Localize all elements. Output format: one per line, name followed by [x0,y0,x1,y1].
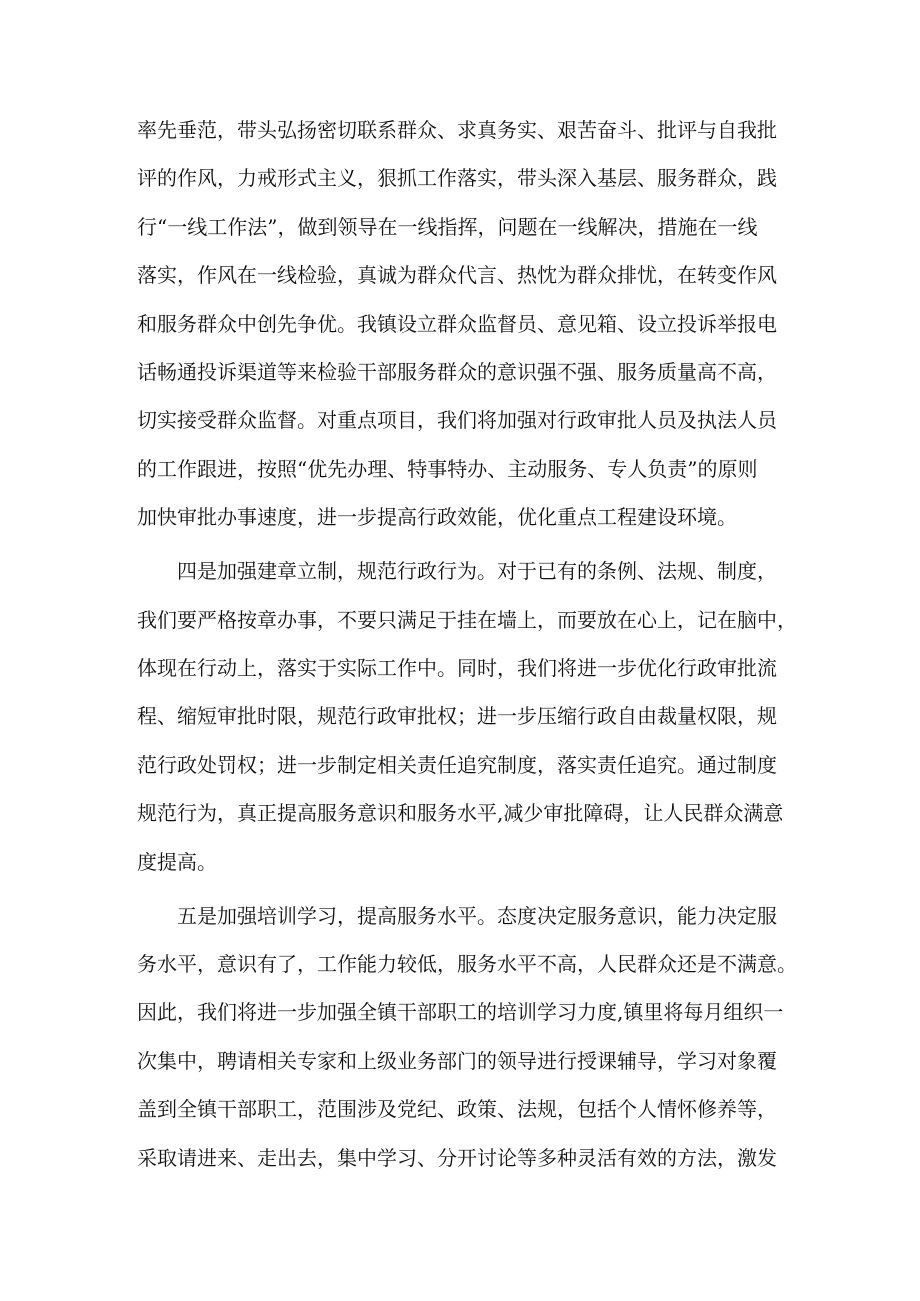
text-line: 因此，我们将进一步加强全镇干部职工的培训学习力度,镇里将每月组织一 [137,1000,784,1024]
text-line: 行“一线工作法”，做到领导在一线指挥，问题在一线解决，措施在一线 [137,215,758,239]
text-line: 规范行为，真正提高服务意识和服务水平,减少审批障碍，让人民群众满意 [137,801,784,825]
text-line: 范行政处罚权；进一步制定相关责任追究制度，落实责任追究。通过制度 [137,753,777,777]
text-line: 次集中，聘请相关专家和上级业务部门的领导进行授课辅导，学习对象覆 [137,1049,777,1073]
text-line: 我们要严格按章办事，不要只满足于挂在墙上，而要放在心上，记在脑中， [137,608,797,632]
text-line: 和服务群众中创先争优。我镇设立群众监督员、意见箱、设立投诉举报电 [137,312,777,336]
text-line: 采取请进来、走出去，集中学习、分开讨论等多种灵活有效的方法，激发 [137,1146,777,1170]
text-line: 加快审批办事速度，进一步提高行政效能，优化重点工程建设环境。 [137,505,737,529]
text-line: 的工作跟进，按照“优先办理、特事特办、主动服务、专人负责”的原则 [137,457,758,481]
text-line: 话畅通投诉渠道等来检验干部服务群众的意识强不强、服务质量高不高， [137,360,777,384]
text-line: 务水平，意识有了，工作能力较低，服务水平不高，人民群众还是不满意。 [137,952,797,976]
text-line: 切实接受群众监督。对重点项目，我们将加强对行政审批人员及执法人员 [137,408,777,432]
text-line: 率先垂范，带头弘扬密切联系群众、求真务实、艰苦奋斗、批评与自我批 [137,118,777,142]
text-line: 度提高。 [137,850,217,874]
text-line: 盖到全镇干部职工，范围涉及党纪、政策、法规，包括个人情怀修养等， [137,1097,777,1121]
paragraph-start: 五是加强培训学习，提高服务水平。态度决定服务意识，能力决定服 [177,904,777,928]
text-line: 体现在行动上，落实于实际工作中。同时，我们将进一步优化行政审批流 [137,656,777,680]
text-line: 评的作风，力戒形式主义，狠抓工作落实，带头深入基层、服务群众，践 [137,166,777,190]
text-line: 程、缩短审批时限，规范行政审批权；进一步压缩行政自由裁量权限，规 [137,704,777,728]
text-line: 落实，作风在一线检验，真诚为群众代言、热忱为群众排忧，在转变作风 [137,263,777,287]
paragraph-start: 四是加强建章立制，规范行政行为。对于已有的条例、法规、制度， [177,559,777,583]
